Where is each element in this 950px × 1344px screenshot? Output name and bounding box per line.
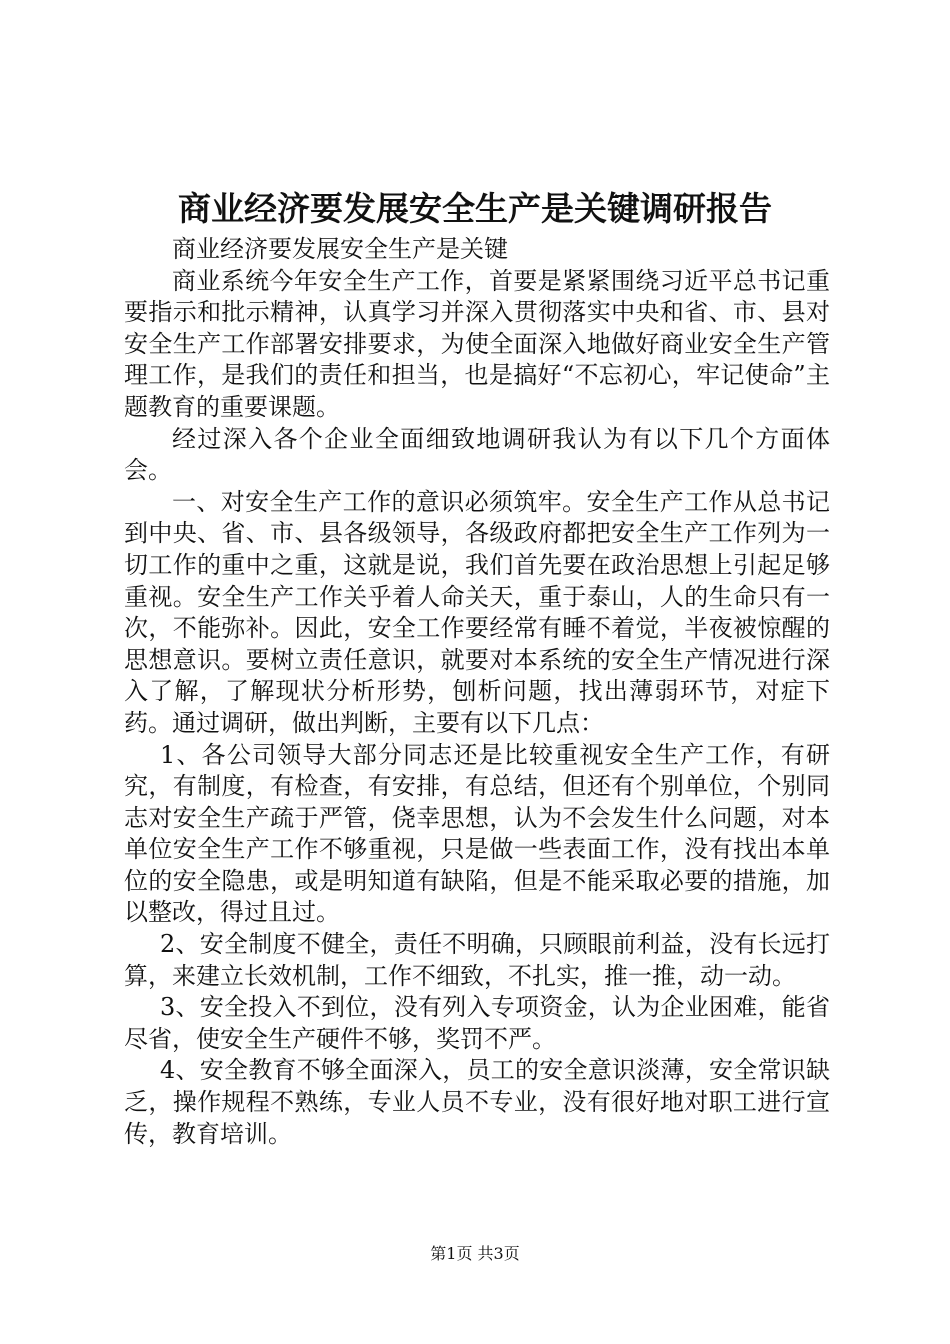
section-one-paragraph: 一、对安全生产工作的意识必须筑牢。安全生产工作从总书记到中央、省、市、县各级领导，各级政府都把安全生产工作列为一切工作的重中之重，这就是说，我们首先要在政治思想上引起足够重视。安全生产工作关乎着人命关天，重于泰山，人的生命只有一次，不能弥补。因此，安全工作要经常有睡不着觉，半夜被惊醒的思想意识。要树立责任意识，就要对本系统的安全生产情况进行深入了解，了解现状分析形势，刨析问题，找出薄弱环节，对症下药。通过调研，做出判断，主要有以下几点： <box>124 487 830 737</box>
summary-paragraph: 经过深入各个企业全面细致地调研我认为有以下几个方面体会。 <box>124 424 830 485</box>
document-body <box>124 234 830 1150</box>
intro-paragraph: 商业系统今年安全生产工作，首要是紧紧围绕习近平总书记重要指示和批示精神，认真学习并深入贯彻落实中央和省、市、县对安全生产工作部署安排要求，为使全面深入地做好商业安全生产管理工作，是我们的责任和担当，也是搞好“不忘初心，牢记使命”主题教育的重要课题。 <box>124 266 830 421</box>
document-title: 商业经济要发展安全生产是关键调研报告 <box>178 189 772 228</box>
page-footer: 第1页 共3页 <box>430 1244 520 1263</box>
point-2-paragraph: 2、安全制度不健全，责任不明确，只顾眼前利益，没有长远打算，来建立长效机制，工作不细致，不扎实，推一推，动一动。 <box>124 930 830 990</box>
point-1-paragraph: 1、各公司领导大部分同志还是比较重视安全生产工作，有研究，有制度，有检查，有安排，有总结，但还有个别单位，个别同志对安全生产疏于严管，侥幸思想，认为不会发生什么问题，对本单位安全生产工作不够重视，只是做一些表面工作，没有找出本单位的安全隐患，或是明知道有缺陷，但是不能采取必要的措施，加以整改，得过且过。 <box>124 740 830 927</box>
point-3-paragraph: 3、安全投入不到位，没有列入专项资金，认为企业困难，能省尽省，使安全生产硬件不够，奖罚不严。 <box>124 993 830 1053</box>
subtitle-paragraph: 商业经济要发展安全生产是关键 <box>172 235 508 263</box>
point-4-paragraph: 4、安全教育不够全面深入，员工的安全意识淡薄，安全常识缺乏，操作规程不熟练，专业人员不专业，没有很好地对职工进行宣传，教育培训。 <box>124 1056 830 1148</box>
